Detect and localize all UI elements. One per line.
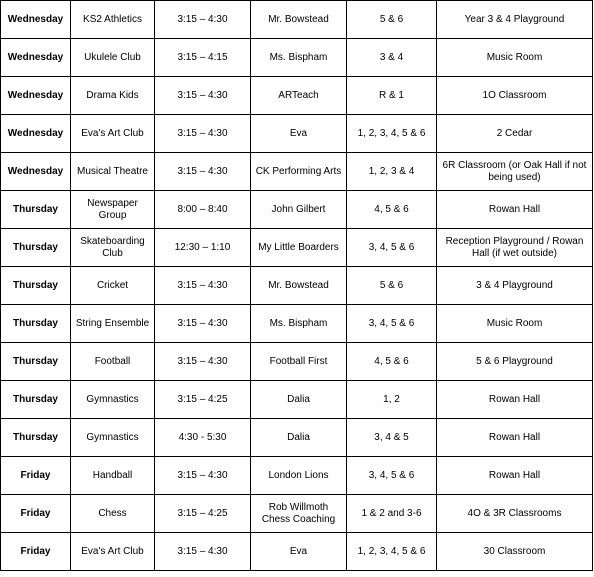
table-row: [1, 229, 593, 267]
location-cell: Music Room: [437, 305, 593, 343]
time-cell: 3:15 – 4:30: [155, 115, 251, 153]
time-cell: 12:30 – 1:10: [155, 229, 251, 267]
leader-cell: Ms. Bispham: [251, 39, 347, 77]
day-cell: Thursday: [1, 419, 71, 457]
day-cell: Thursday: [1, 381, 71, 419]
year-groups-cell: 5 & 6: [347, 267, 437, 305]
location-cell: Rowan Hall: [437, 457, 593, 495]
table-row: [1, 1, 593, 39]
club-cell: Eva's Art Club: [71, 115, 155, 153]
time-cell: 3:15 – 4:30: [155, 343, 251, 381]
day-cell: Wednesday: [1, 39, 71, 77]
time-cell: 3:15 – 4:25: [155, 495, 251, 533]
leader-cell: Eva: [251, 115, 347, 153]
day-cell: Wednesday: [1, 1, 71, 39]
year-groups-cell: 3, 4, 5 & 6: [347, 229, 437, 267]
leader-cell: Football First: [251, 343, 347, 381]
day-cell: Thursday: [1, 305, 71, 343]
club-cell: Cricket: [71, 267, 155, 305]
location-cell: 30 Classroom: [437, 533, 593, 571]
time-cell: 3:15 – 4:30: [155, 1, 251, 39]
day-cell: Friday: [1, 495, 71, 533]
location-cell: 2 Cedar: [437, 115, 593, 153]
table-row: [1, 305, 593, 343]
day-cell: Wednesday: [1, 115, 71, 153]
table-row: [1, 343, 593, 381]
table-row: [1, 115, 593, 153]
year-groups-cell: 3, 4, 5 & 6: [347, 305, 437, 343]
time-cell: 4:30 - 5:30: [155, 419, 251, 457]
year-groups-cell: 5 & 6: [347, 1, 437, 39]
day-cell: Wednesday: [1, 153, 71, 191]
table-row: [1, 419, 593, 457]
club-cell: Skateboarding Club: [71, 229, 155, 267]
table-row: [1, 191, 593, 229]
leader-cell: CK Performing Arts: [251, 153, 347, 191]
club-cell: String Ensemble: [71, 305, 155, 343]
leader-cell: London Lions: [251, 457, 347, 495]
location-cell: Music Room: [437, 39, 593, 77]
club-cell: Drama Kids: [71, 77, 155, 115]
leader-cell: Mr. Bowstead: [251, 267, 347, 305]
leader-cell: Dalia: [251, 381, 347, 419]
year-groups-cell: R & 1: [347, 77, 437, 115]
year-groups-cell: 3, 4, 5 & 6: [347, 457, 437, 495]
location-cell: Rowan Hall: [437, 381, 593, 419]
location-cell: 4O & 3R Classrooms: [437, 495, 593, 533]
location-cell: Year 3 & 4 Playground: [437, 1, 593, 39]
day-cell: Friday: [1, 533, 71, 571]
club-cell: Musical Theatre: [71, 153, 155, 191]
year-groups-cell: 3 & 4: [347, 39, 437, 77]
time-cell: 3:15 – 4:15: [155, 39, 251, 77]
day-cell: Friday: [1, 457, 71, 495]
time-cell: 3:15 – 4:30: [155, 153, 251, 191]
year-groups-cell: 3, 4 & 5: [347, 419, 437, 457]
location-cell: 3 & 4 Playground: [437, 267, 593, 305]
day-cell: Thursday: [1, 343, 71, 381]
leader-cell: John Gilbert: [251, 191, 347, 229]
club-cell: Newspaper Group: [71, 191, 155, 229]
table-row: [1, 457, 593, 495]
location-cell: Reception Playground / Rowan Hall (if wet outside): [437, 229, 593, 267]
club-cell: Chess: [71, 495, 155, 533]
year-groups-cell: 1, 2, 3, 4, 5 & 6: [347, 533, 437, 571]
leader-cell: Mr. Bowstead: [251, 1, 347, 39]
location-cell: 1O Classroom: [437, 77, 593, 115]
club-cell: Football: [71, 343, 155, 381]
day-cell: Thursday: [1, 229, 71, 267]
club-cell: Handball: [71, 457, 155, 495]
club-cell: Ukulele Club: [71, 39, 155, 77]
day-cell: Thursday: [1, 191, 71, 229]
club-cell: KS2 Athletics: [71, 1, 155, 39]
table-row: [1, 153, 593, 191]
time-cell: 3:15 – 4:30: [155, 457, 251, 495]
day-cell: Thursday: [1, 267, 71, 305]
time-cell: 3:15 – 4:25: [155, 381, 251, 419]
leader-cell: Eva: [251, 533, 347, 571]
time-cell: 3:15 – 4:30: [155, 267, 251, 305]
table-row: [1, 39, 593, 77]
club-cell: Gymnastics: [71, 419, 155, 457]
table-row: [1, 495, 593, 533]
location-cell: 5 & 6 Playground: [437, 343, 593, 381]
club-cell: Eva's Art Club: [71, 533, 155, 571]
table-row: [1, 77, 593, 115]
leader-cell: Dalia: [251, 419, 347, 457]
schedule-body: [1, 1, 593, 571]
day-cell: Wednesday: [1, 77, 71, 115]
year-groups-cell: 1, 2, 3, 4, 5 & 6: [347, 115, 437, 153]
year-groups-cell: 1 & 2 and 3-6: [347, 495, 437, 533]
table-row: [1, 267, 593, 305]
year-groups-cell: 4, 5 & 6: [347, 191, 437, 229]
time-cell: 3:15 – 4:30: [155, 533, 251, 571]
location-cell: Rowan Hall: [437, 419, 593, 457]
location-cell: Rowan Hall: [437, 191, 593, 229]
leader-cell: Ms. Bispham: [251, 305, 347, 343]
time-cell: 3:15 – 4:30: [155, 305, 251, 343]
year-groups-cell: 4, 5 & 6: [347, 343, 437, 381]
club-cell: Gymnastics: [71, 381, 155, 419]
table-row: [1, 381, 593, 419]
leader-cell: ARTeach: [251, 77, 347, 115]
time-cell: 3:15 – 4:30: [155, 77, 251, 115]
year-groups-cell: 1, 2: [347, 381, 437, 419]
year-groups-cell: 1, 2, 3 & 4: [347, 153, 437, 191]
leader-cell: Rob Willmoth Chess Coaching: [251, 495, 347, 533]
leader-cell: My Little Boarders: [251, 229, 347, 267]
table-row: [1, 533, 593, 571]
location-cell: 6R Classroom (or Oak Hall if not being used): [437, 153, 593, 191]
time-cell: 8:00 – 8:40: [155, 191, 251, 229]
